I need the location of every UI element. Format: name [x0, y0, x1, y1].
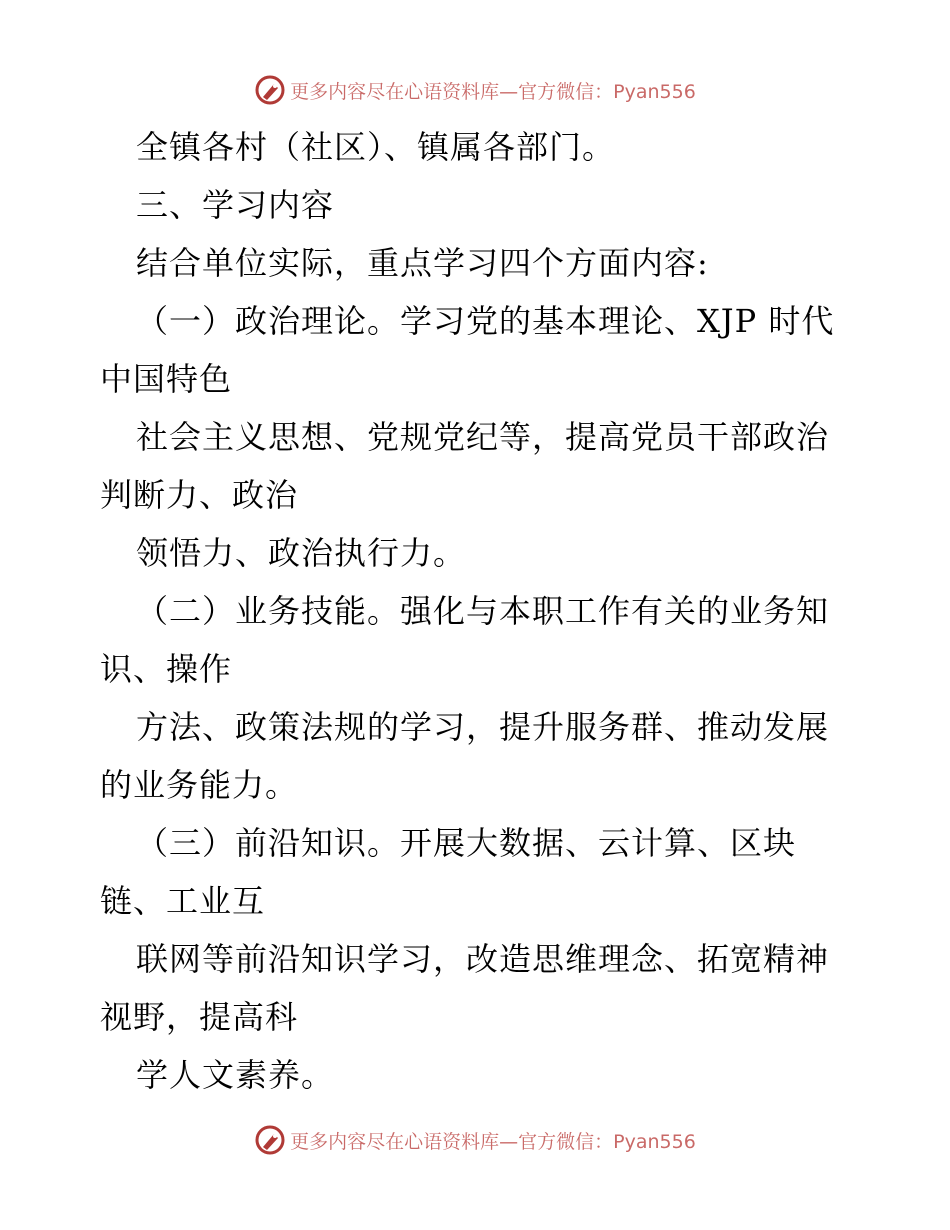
text-line: 的业务能力。 [100, 766, 299, 804]
text-line: 方法、政策法规的学习，提升服务群、推动发展 [136, 708, 830, 746]
pen-nib-logo-icon [254, 1124, 286, 1156]
text-line: 中国特色 [100, 360, 233, 398]
watermark-text: 更多内容尽在心语资料库—官方微信：Pyan556 [290, 1130, 696, 1153]
document-body [100, 118, 860, 1104]
pen-nib-logo-icon [254, 74, 286, 106]
text-line: 社会主义思想、党规党纪等，提高党员干部政治 [136, 418, 830, 456]
text-line: 识、操作 [100, 650, 233, 688]
text-line: 判断力、政治 [100, 476, 299, 514]
text-line: 视野，提高科 [100, 998, 299, 1036]
text-line: 联网等前沿知识学习，改造思维理念、拓宽精神 [136, 940, 830, 978]
text-line: 结合单位实际，重点学习四个方面内容: [136, 244, 709, 282]
header-watermark-banner [0, 70, 950, 110]
subsection-line: （一）政治理论。学习党的基本理论、XJP 时代 [136, 302, 835, 340]
section-heading: 三、学习内容 [136, 186, 335, 224]
text-line: 学人文素养。 [136, 1056, 335, 1094]
text-line: 全镇各村（社区）、镇属各部门。 [136, 128, 616, 166]
watermark-text: 更多内容尽在心语资料库—官方微信：Pyan556 [290, 80, 696, 103]
subsection-line: （三）前沿知识。开展大数据、云计算、区块 [136, 824, 797, 862]
text-line: 链、工业互 [100, 882, 266, 920]
text-line: 领悟力、政治执行力。 [136, 534, 467, 572]
subsection-line: （二）业务技能。强化与本职工作有关的业务知 [136, 592, 830, 630]
footer-watermark-banner [0, 1120, 950, 1160]
